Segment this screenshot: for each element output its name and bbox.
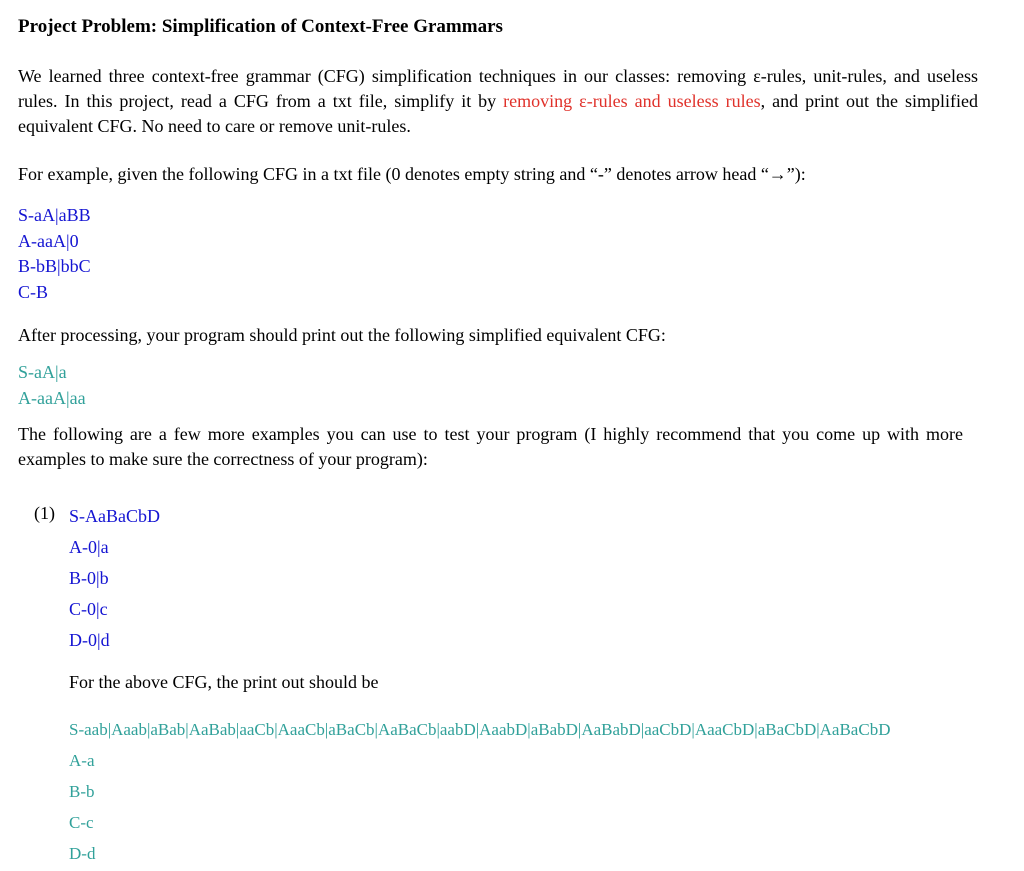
grammar-rule: D-d [69, 844, 96, 863]
example-number: (1) [34, 503, 55, 523]
example1-grammar [69, 501, 160, 656]
more-examples-text: The following are a few more examples you can use to test your program (I highly recommend that you come up with more examples to make sure the correctness of your program): [18, 424, 963, 469]
intro-text-end: , and print out the simplified equivalent CFG. No need to care or remove unit-rules. [18, 91, 978, 136]
after-processing-text: After processing, your program should print out the following simplified equivalent CFG: [18, 325, 666, 345]
grammar-rule: A-a [69, 751, 95, 770]
grammar-rule: S-aab|Aaab|aBab|AaBab|aaCb|AaaCb|aBaCb|AaBaCb|aabD|AaabD|aBabD|AaBabD|aaCbD|AaaCbD|aBaCbD|AaBaCbD [69, 720, 891, 739]
grammar-rule: A-aaA|0 [18, 230, 79, 251]
grammar-rule: C-0|c [69, 599, 108, 619]
grammar-rule: B-b [69, 782, 95, 801]
page-title: Project Problem: Simplification of Context-Free Grammars [18, 16, 503, 37]
grammar-rule: A-aaA|aa [18, 387, 86, 408]
grammar-rule: B-0|b [69, 568, 109, 588]
grammar-rule: B-bB|bbC [18, 256, 91, 276]
grammar-rule: S-aA|aBB [18, 205, 91, 225]
document [18, 14, 1008, 863]
grammar-rule: S-AaBaCbD [69, 506, 160, 526]
grammar-rule: A-0|a [69, 537, 109, 557]
grammar-rule: C-c [69, 813, 94, 832]
intro-text: We learned three context-free grammar (CFG) simplification techniques in our classes: removing ε-rules, unit-rules, and useless rules. In this project, read a CFG from a txt file, simplify it by [18, 66, 978, 111]
output-grammar [18, 360, 86, 411]
example1-note: For the above CFG, the print out should be [69, 672, 379, 692]
grammar-rule: S-aA|a [18, 362, 67, 382]
intro-highlight: removing ε-rules and useless rules [503, 91, 761, 111]
example-intro: For example, given the following CFG in a txt file (0 denotes empty string and “-” denotes arrow head “→”): [18, 164, 806, 184]
grammar-rule: C-B [18, 281, 49, 302]
example1-output [69, 714, 890, 869]
input-grammar [18, 203, 91, 305]
intro-paragraph [18, 64, 978, 139]
grammar-rule: D-0|d [69, 630, 110, 650]
